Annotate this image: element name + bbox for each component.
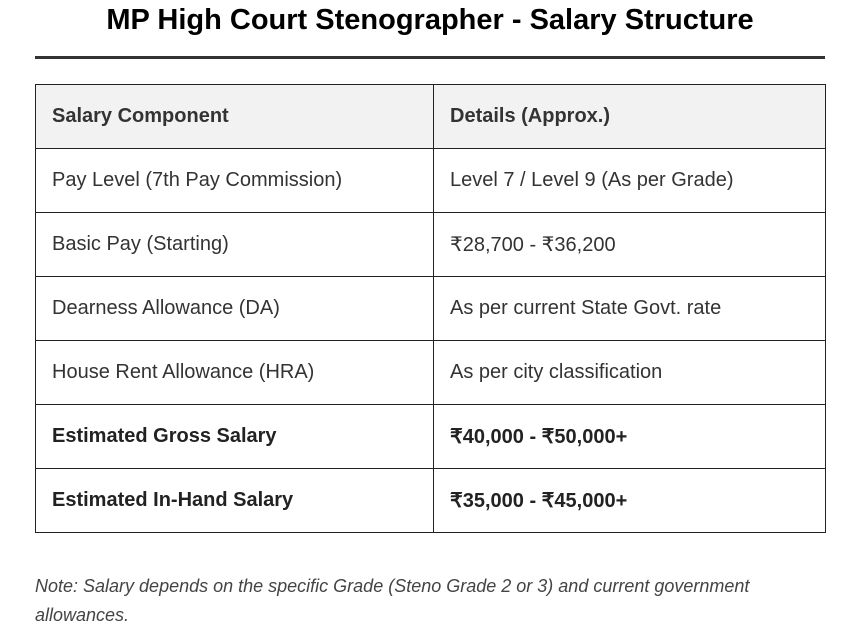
cell-details: ₹28,700 - ₹36,200 bbox=[434, 213, 826, 277]
table-row bbox=[36, 213, 826, 277]
title-divider bbox=[35, 56, 825, 59]
table-row bbox=[36, 149, 826, 213]
page-title: MP High Court Stenographer - Salary Structure bbox=[106, 4, 754, 36]
cell-component: Estimated Gross Salary bbox=[36, 405, 434, 469]
cell-component: Estimated In-Hand Salary bbox=[36, 469, 434, 533]
cell-details: As per current State Govt. rate bbox=[434, 277, 826, 341]
salary-table bbox=[35, 84, 826, 533]
cell-details: As per city classification bbox=[434, 341, 826, 405]
cell-details: ₹35,000 - ₹45,000+ bbox=[434, 469, 826, 533]
table-row bbox=[36, 405, 826, 469]
table-row bbox=[36, 341, 826, 405]
cell-component: Dearness Allowance (DA) bbox=[36, 277, 434, 341]
cell-component: Pay Level (7th Pay Commission) bbox=[36, 149, 434, 213]
cell-component: House Rent Allowance (HRA) bbox=[36, 341, 434, 405]
salary-note: Note: Salary depends on the specific Grade (Steno Grade 2 or 3) and current government allowances. bbox=[35, 576, 750, 625]
header-details: Details (Approx.) bbox=[434, 85, 826, 149]
table-header-row bbox=[36, 85, 826, 149]
cell-component: Basic Pay (Starting) bbox=[36, 213, 434, 277]
cell-details: ₹40,000 - ₹50,000+ bbox=[434, 405, 826, 469]
table-row bbox=[36, 277, 826, 341]
header-salary-component: Salary Component bbox=[36, 85, 434, 149]
cell-details: Level 7 / Level 9 (As per Grade) bbox=[434, 149, 826, 213]
table-row bbox=[36, 469, 826, 533]
